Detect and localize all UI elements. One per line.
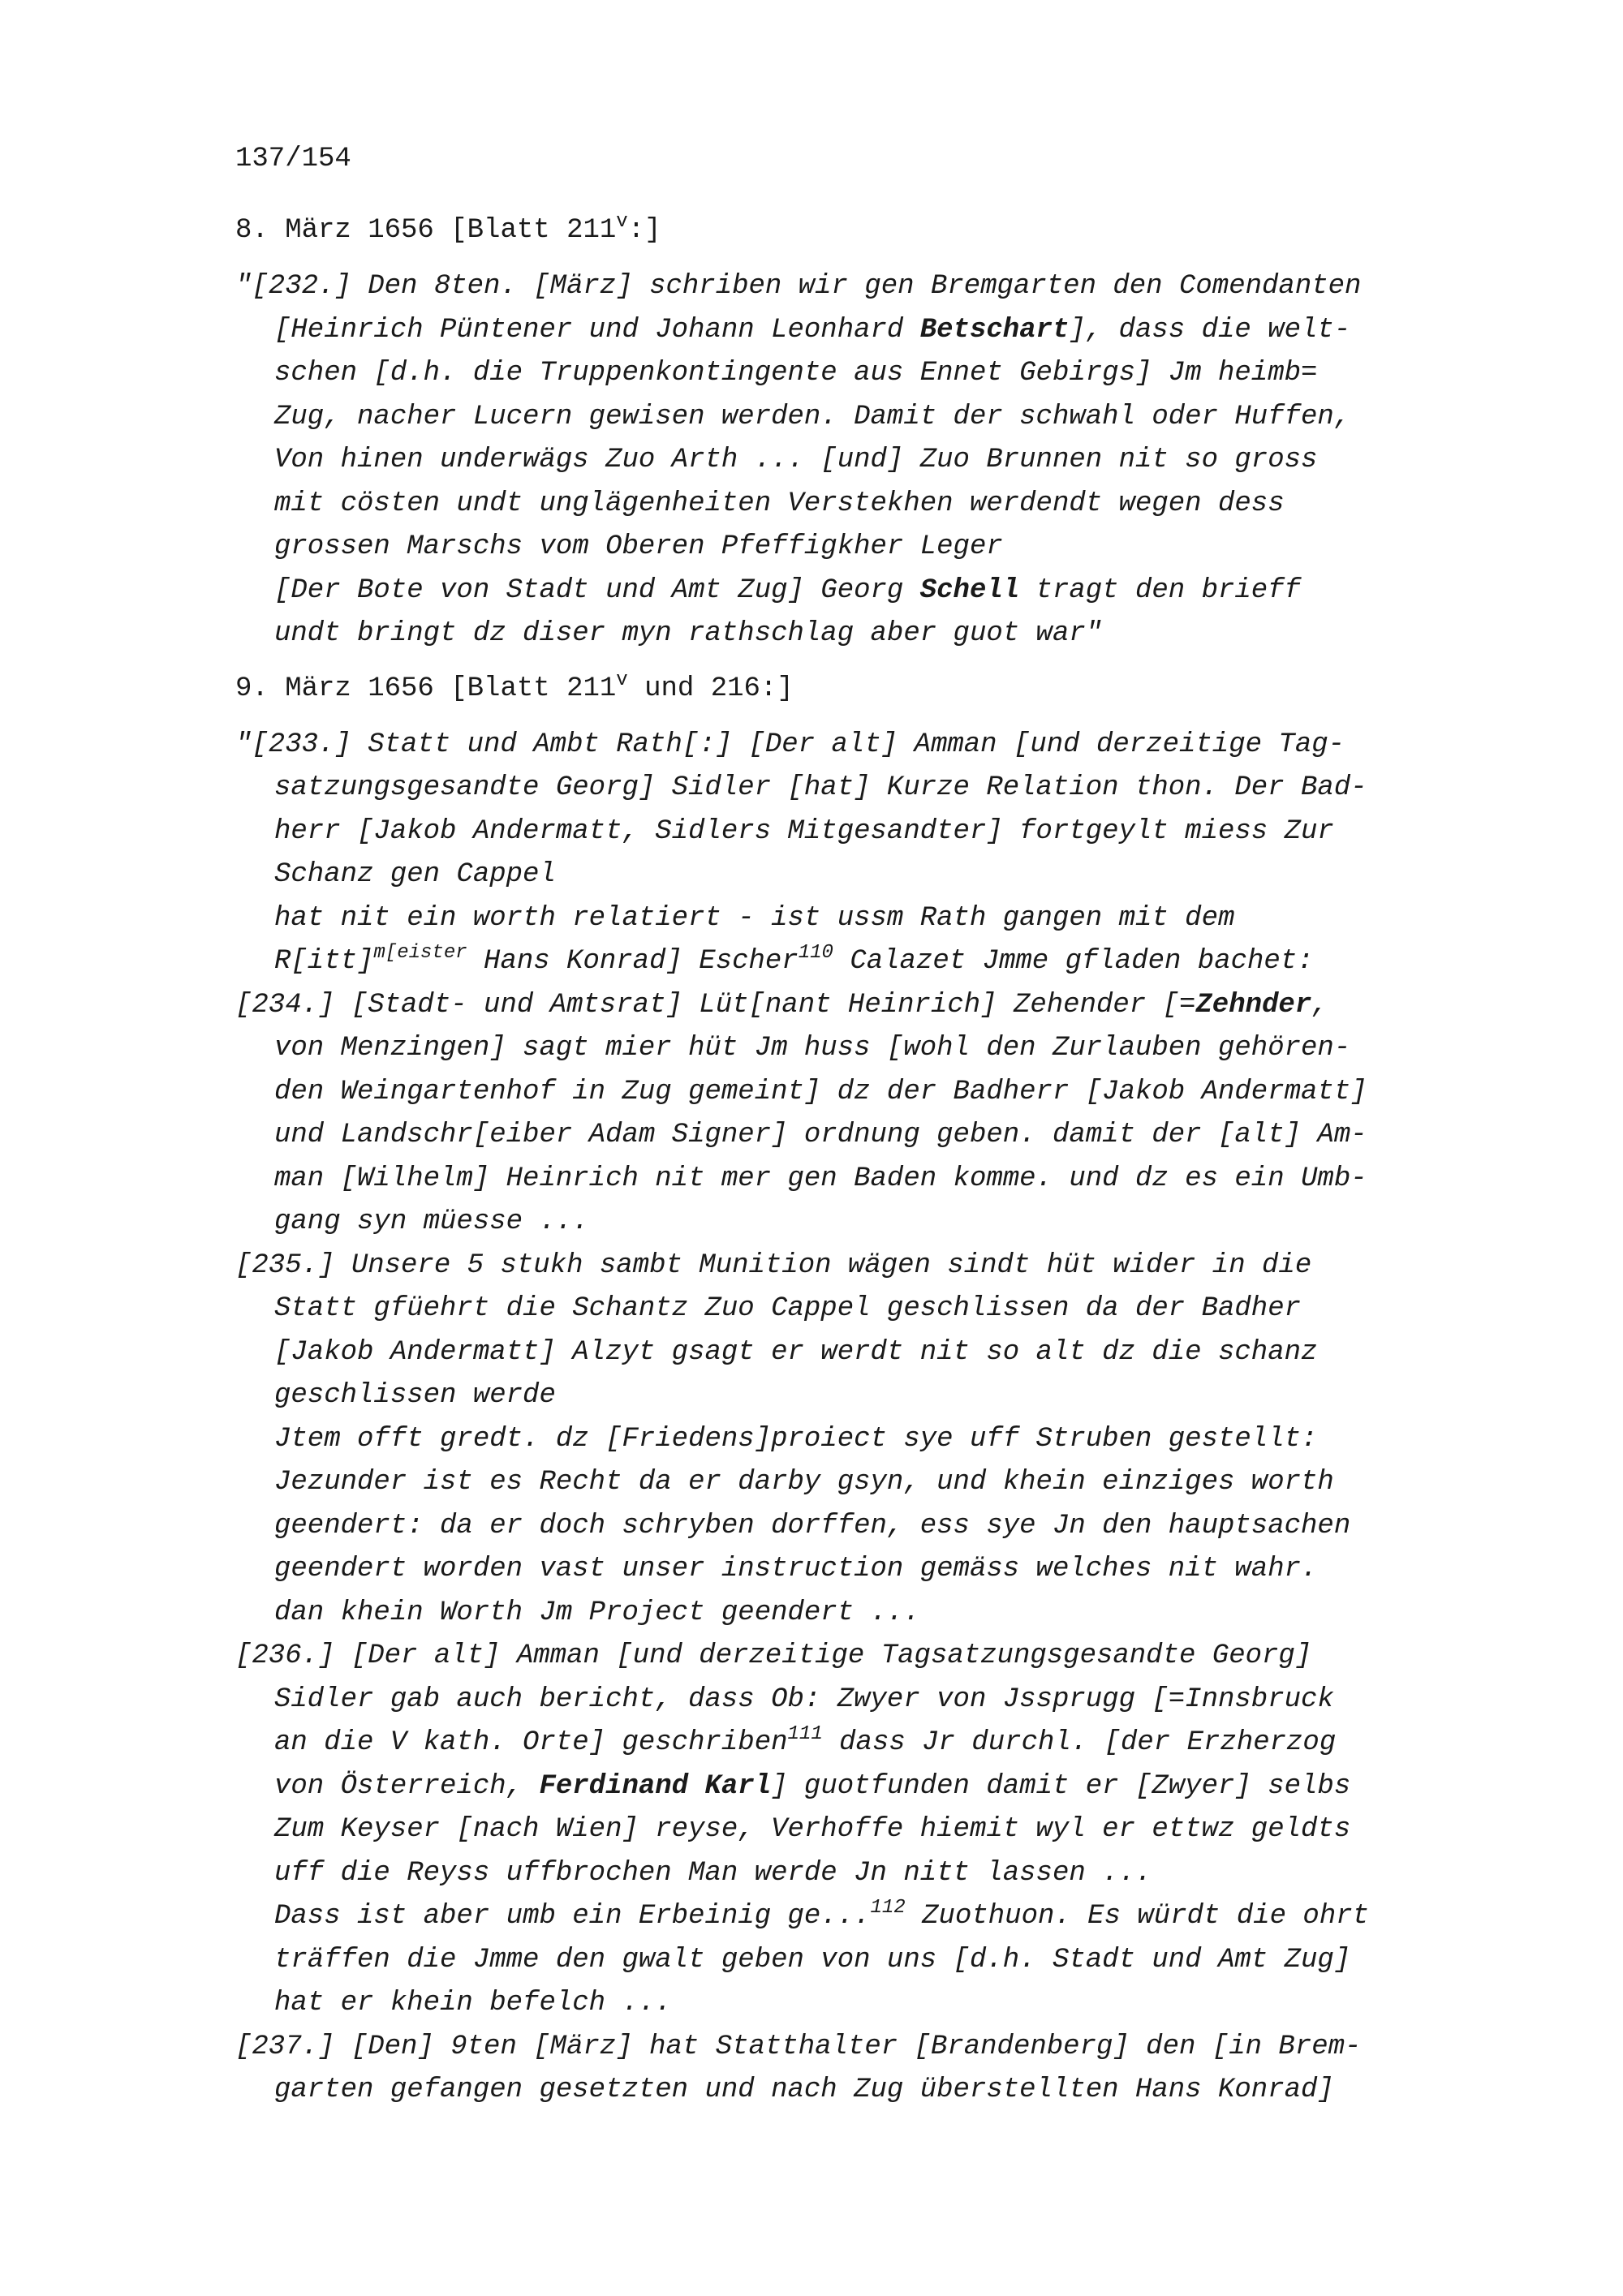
text-segment: Zum Keyser [nach Wien] reyse, Verhoffe hiemit wyl er ettwz geldts [274, 1814, 1351, 1845]
text-line [235, 1895, 1501, 1939]
text-segment: [237.] [Den] 9ten [März] hat Statthalter [Brandenberg] den [in Brem- [235, 2031, 1362, 2062]
text-line [235, 439, 1501, 483]
entry-date-heading [235, 668, 1501, 711]
text-segment: träffen die Jmme den gwalt geben von uns [d.h. Stadt und Amt Zug] [274, 1944, 1351, 1976]
bold-name: Schell [919, 574, 1020, 606]
text-segment: den Weingartenhof in Zug gemeint] dz der Badherr [Jakob Andermatt] [274, 1076, 1367, 1107]
folio-verso-marker: v [616, 211, 628, 233]
text-segment: Hans Konrad] Escher [467, 946, 799, 977]
text-segment: grossen Marschs vom Oberen Pfeffigkher Leger [274, 531, 1003, 562]
text-line [235, 1201, 1501, 1245]
text-segment: [Jakob Andermatt] Alzyt gsagt er werdt nit so alt dz die schanz [274, 1336, 1318, 1368]
text-line [235, 1592, 1501, 1636]
text-line [235, 1027, 1501, 1071]
text-line [235, 1982, 1501, 2026]
text-segment: schen [d.h. die Truppenkontingente aus Ennet Gebirgs] Jm heimb= [274, 358, 1318, 389]
text-segment: Von hinen underwägs Zuo Arth ... [und] Zuo Brunnen nit so gross [274, 445, 1318, 475]
text-line [235, 352, 1501, 396]
text-line [235, 1505, 1501, 1549]
text-segment: Calazet Jmme gfladen bachet: [833, 946, 1314, 977]
text-segment: tragt den brieff [1019, 574, 1302, 606]
text-line [235, 483, 1501, 527]
bold-name: Zehnder [1195, 989, 1312, 1021]
text-segment: und Landschr[eiber Adam Signer] ordnung geben. damit der [alt] Am- [274, 1120, 1367, 1150]
text-line [235, 396, 1501, 440]
text-segment: [236.] [Der alt] Amman [und derzeitige Tagsatzungsgesandte Georg] [235, 1640, 1312, 1671]
text-segment: Dass ist aber umb ein Erbeinig ge... [274, 1901, 871, 1932]
text-segment: von Menzingen] sagt mier hüt Jm huss [wohl den Zurlauben gehören- [274, 1033, 1351, 1064]
superscript: 111 [787, 1723, 823, 1745]
text-segment: R[itt] [274, 946, 374, 977]
superscript: 112 [870, 1897, 906, 1919]
bold-name: Betschart [919, 314, 1070, 346]
text-line [235, 853, 1501, 897]
text-segment: , [1311, 989, 1328, 1021]
date-text: 9. März 1656 [Blatt 211 [235, 673, 617, 704]
text-segment: gang syn müesse ... [274, 1206, 589, 1237]
document-body [235, 209, 1501, 2113]
text-line [235, 810, 1501, 854]
text-line [235, 1288, 1501, 1331]
text-line [235, 984, 1501, 1028]
folio-verso-marker: v [616, 669, 628, 691]
quoted-entry [235, 265, 1501, 656]
text-line [235, 309, 1501, 353]
text-segment: uff die Reyss uffbrochen Man werde Jn nitt lassen ... [274, 1857, 1152, 1889]
text-segment: mit cösten undt unglägenheiten Verstekhen werdendt wegen dess [274, 488, 1285, 519]
text-line [235, 1418, 1501, 1462]
date-text-suffix: :] [627, 215, 661, 246]
text-segment: Sidler gab auch bericht, dass Ob: Zwyer von Jssprugg [=Innsbruck [274, 1683, 1334, 1715]
text-line [235, 1331, 1501, 1375]
text-line [235, 767, 1501, 810]
text-line [235, 1722, 1501, 1765]
text-line [235, 1071, 1501, 1115]
text-segment: Jezunder ist es Recht da er darby gsyn, und khein einziges worth [274, 1467, 1334, 1498]
text-line [235, 1635, 1501, 1679]
text-segment: ] guotfunden damit er [Zwyer] selbs [771, 1770, 1351, 1802]
text-segment: satzungsgesandte Georg] Sidler [hat] Kurze Relation thon. Der Bad- [274, 772, 1367, 803]
text-segment: garten gefangen gesetzten und nach Zug überstellten Hans Konrad] [274, 2075, 1334, 2105]
text-segment: hat er khein befelch ... [274, 1988, 672, 2019]
text-segment: [235.] Unsere 5 stukh sambt Munition wägen sindt hüt wider in die [235, 1249, 1312, 1281]
date-text-suffix: und 216:] [627, 673, 794, 704]
text-segment: undt bringt dz diser myn rathschlag aber guot war" [274, 618, 1103, 649]
text-line [235, 1548, 1501, 1592]
text-segment: "[232.] Den 8ten. [März] schriben wir gen Bremgarten den Comendanten [235, 271, 1362, 302]
page-number: 137/154 [235, 144, 351, 174]
bold-name: Ferdinand Karl [539, 1770, 772, 1802]
heading-gap [235, 252, 1501, 265]
text-line [235, 1679, 1501, 1722]
text-line [235, 1114, 1501, 1158]
text-segment: herr [Jakob Andermatt, Sidlers Mitgesandter] fortgeylt miess Zur [274, 815, 1334, 847]
text-segment: [234.] [Stadt- und Amtsrat] Lüt[nant Heinrich] Zehender [= [235, 989, 1196, 1021]
text-line [235, 570, 1501, 613]
text-line [235, 1808, 1501, 1852]
text-line [235, 897, 1501, 941]
text-line [235, 724, 1501, 767]
superscript: m[eister [373, 942, 467, 964]
text-segment: dass Jr durchl. [der Erzherzog [822, 1727, 1337, 1758]
text-line [235, 265, 1501, 309]
text-segment: an die V kath. Orte] geschriben [274, 1727, 788, 1758]
text-line [235, 2069, 1501, 2113]
superscript: 110 [798, 942, 833, 964]
text-line [235, 1765, 1501, 1809]
text-segment: Zuothuon. Es würdt die ohrt [905, 1901, 1370, 1932]
text-segment: hat nit ein worth relatiert - ist ussm Rath gangen mit dem [274, 902, 1235, 934]
text-segment: Zug, nacher Lucern gewisen werden. Damit der schwahl oder Huffen, [274, 401, 1351, 432]
heading-gap [235, 711, 1501, 724]
text-line [235, 1461, 1501, 1505]
text-line [235, 1939, 1501, 1983]
entry-date-heading [235, 209, 1501, 252]
text-segment: [Der Bote von Stadt und Amt Zug] Georg [274, 574, 920, 606]
text-segment: Jtem offt gredt. dz [Friedens]proiect sye uff Struben gestellt: [274, 1423, 1318, 1455]
section-gap [235, 656, 1501, 668]
text-segment: man [Wilhelm] Heinrich nit mer gen Baden komme. und dz es ein Umb- [274, 1163, 1367, 1194]
quoted-entry [235, 724, 1501, 2113]
text-line [235, 1158, 1501, 1202]
text-line [235, 2026, 1501, 2070]
text-segment: dan khein Worth Jm Project geendert ... [274, 1597, 920, 1628]
date-text: 8. März 1656 [Blatt 211 [235, 215, 617, 246]
text-line [235, 1374, 1501, 1418]
text-segment: von Österreich, [274, 1770, 540, 1802]
text-line [235, 940, 1501, 984]
text-segment: ], dass die welt- [1069, 314, 1351, 346]
text-segment: "[233.] Statt und Ambt Rath[:] [Der alt] Amman [und derzeitige Tag- [235, 729, 1345, 760]
text-line [235, 1852, 1501, 1896]
text-segment: [Heinrich Püntener und Johann Leonhard [274, 314, 920, 346]
text-line [235, 613, 1501, 656]
text-segment: geschlissen werde [274, 1380, 556, 1411]
text-line [235, 1245, 1501, 1288]
text-line [235, 526, 1501, 570]
text-segment: Statt gfüehrt die Schantz Zuo Cappel geschlissen da der Badher [274, 1293, 1302, 1324]
text-segment: geendert worden vast unser instruction gemäss welches nit wahr. [274, 1554, 1318, 1584]
text-segment: geendert: da er doch schryben dorffen, ess sye Jn den hauptsachen [274, 1510, 1351, 1541]
text-segment: Schanz gen Cappel [274, 859, 556, 890]
